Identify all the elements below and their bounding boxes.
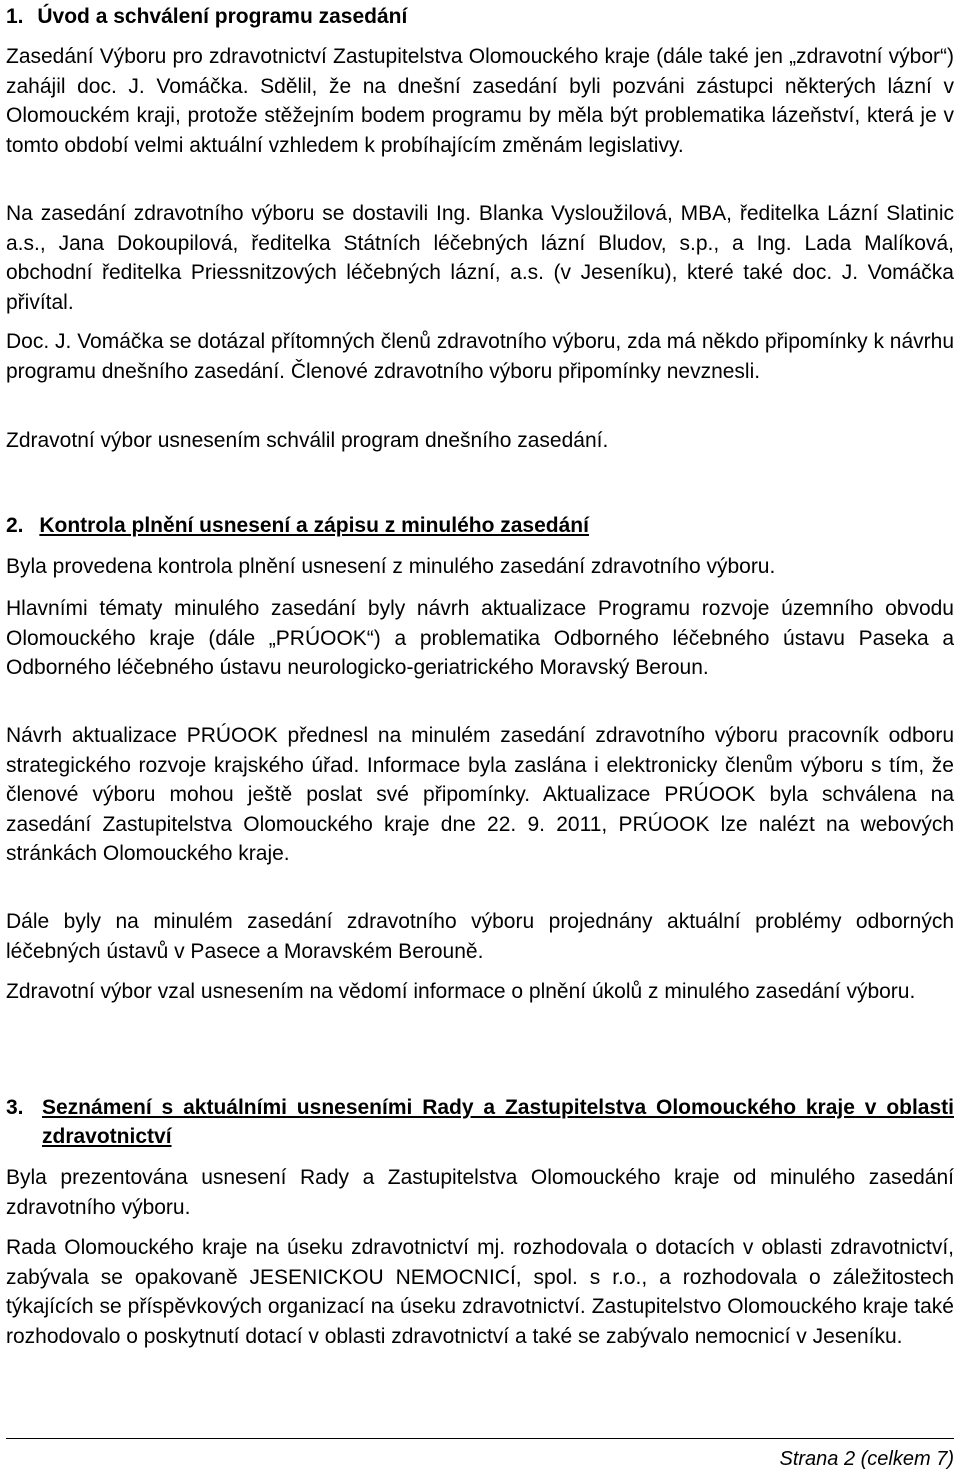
paragraph: Rada Olomouckého kraje na úseku zdravotnictví mj. rozhodovala o dotacích v oblasti zdravotnictví, zabývala se opakovaně JESENICKOU NEMOCNICÍ, spol. s r.o., a rozhodovala o záležitostech týkajících se příspěvkových organizací na úseku zdravotnictví. Zastupitelstvo Olomouckého kraje také rozhodovalo o poskytnutí dotací v oblasti zdravotnictví a také se zabývalo nemocnicí v Jeseníku.: [6, 1236, 954, 1348]
page-number: Strana 2 (celkem 7): [779, 1448, 954, 1470]
paragraph: Zasedání Výboru pro zdravotnictví Zastupitelstva Olomouckého kraje (dále také jen „zdravotní výbor“) zahájil doc. J. Vomáčka. Sdělil, že na dnešní zasedání byli pozváni zástupci některých lázní v Olomouckém kraji, protože stěžejním bodem programu by měla být problematika lázeňství, která je v tomto období velmi aktuální vzhledem k probíhajícím změnám legislativy.: [6, 45, 954, 157]
section-title: Úvod a schválení programu zasedání: [37, 5, 408, 28]
paragraph: Hlavními tématy minulého zasedání byly návrh aktualizace Programu rozvoje územního obvodu Olomouckého kraje (dále „PRÚOOK“) a problematika Odborného léčebného ústavu Paseka a Odborného léčebného ústavu neurologicko-geriatrického Moravský Beroun.: [6, 597, 954, 679]
paragraph: Byla provedena kontrola plnění usnesení z minulého zasedání zdravotního výboru.: [6, 555, 776, 578]
paragraph: Na zasedání zdravotního výboru se dostavili Ing. Blanka Vysloužilová, MBA, ředitelka Lázní Slatinic a.s., Jana Dokoupilová, ředitelka Státních léčebných lázní Bludov, s.p., a Ing. Lada Malíková, obchodní ředitelka Priessnitzových léčebných lázní, a.s. (v Jeseníku), které také doc. J. Vomáčka přivítal.: [6, 202, 954, 314]
section-2-heading: [6, 511, 589, 540]
paragraph: Doc. J. Vomáčka se dotázal přítomných členů zdravotního výboru, zda má někdo připomínky k návrhu programu dnešního zasedání. Členové zdravotního výboru připomínky nevznesli.: [6, 330, 954, 383]
paragraph: Návrh aktualizace PRÚOOK přednesl na minulém zasedání zdravotního výboru pracovník odboru strategického rozvoje krajského úřad. Informace byla zaslána i elektronicky členům výboru s tím, že členové výboru mohou ještě poslat své připomínky. Aktualizace PRÚOOK byla schválena na zasedání Zastupitelstva Olomouckého kraje dne 22. 9. 2011, PRÚOOK lze nalézt na webových stránkách Olomouckého kraje.: [6, 724, 954, 865]
paragraph: Dále byly na minulém zasedání zdravotního výboru projednány aktuální problémy odborných léčebných ústavů v Pasece a Moravském Berouně.: [6, 910, 954, 963]
paragraph: Zdravotní výbor usnesením schválil program dnešního zasedání.: [6, 429, 609, 452]
section-title: Seznámení s aktuálními usneseními Rady a Zastupitelstva Olomouckého kraje v oblasti zdravotnictví: [42, 1096, 954, 1148]
section-number: 1.: [6, 5, 24, 28]
paragraph: Zdravotní výbor vzal usnesením na vědomí informace o plnění úkolů z minulého zasedání výboru.: [6, 980, 916, 1003]
footer-divider: [6, 1438, 954, 1439]
paragraph: Byla prezentována usnesení Rady a Zastupitelstva Olomouckého kraje od minulého zasedání zdravotního výboru.: [6, 1166, 954, 1219]
section-title: Kontrola plnění usnesení a zápisu z minulého zasedání: [39, 514, 589, 537]
section-number: 2.: [6, 514, 24, 537]
section-3-heading: [6, 1093, 954, 1151]
section-1-heading: [6, 2, 407, 31]
section-number: 3.: [6, 1096, 24, 1119]
